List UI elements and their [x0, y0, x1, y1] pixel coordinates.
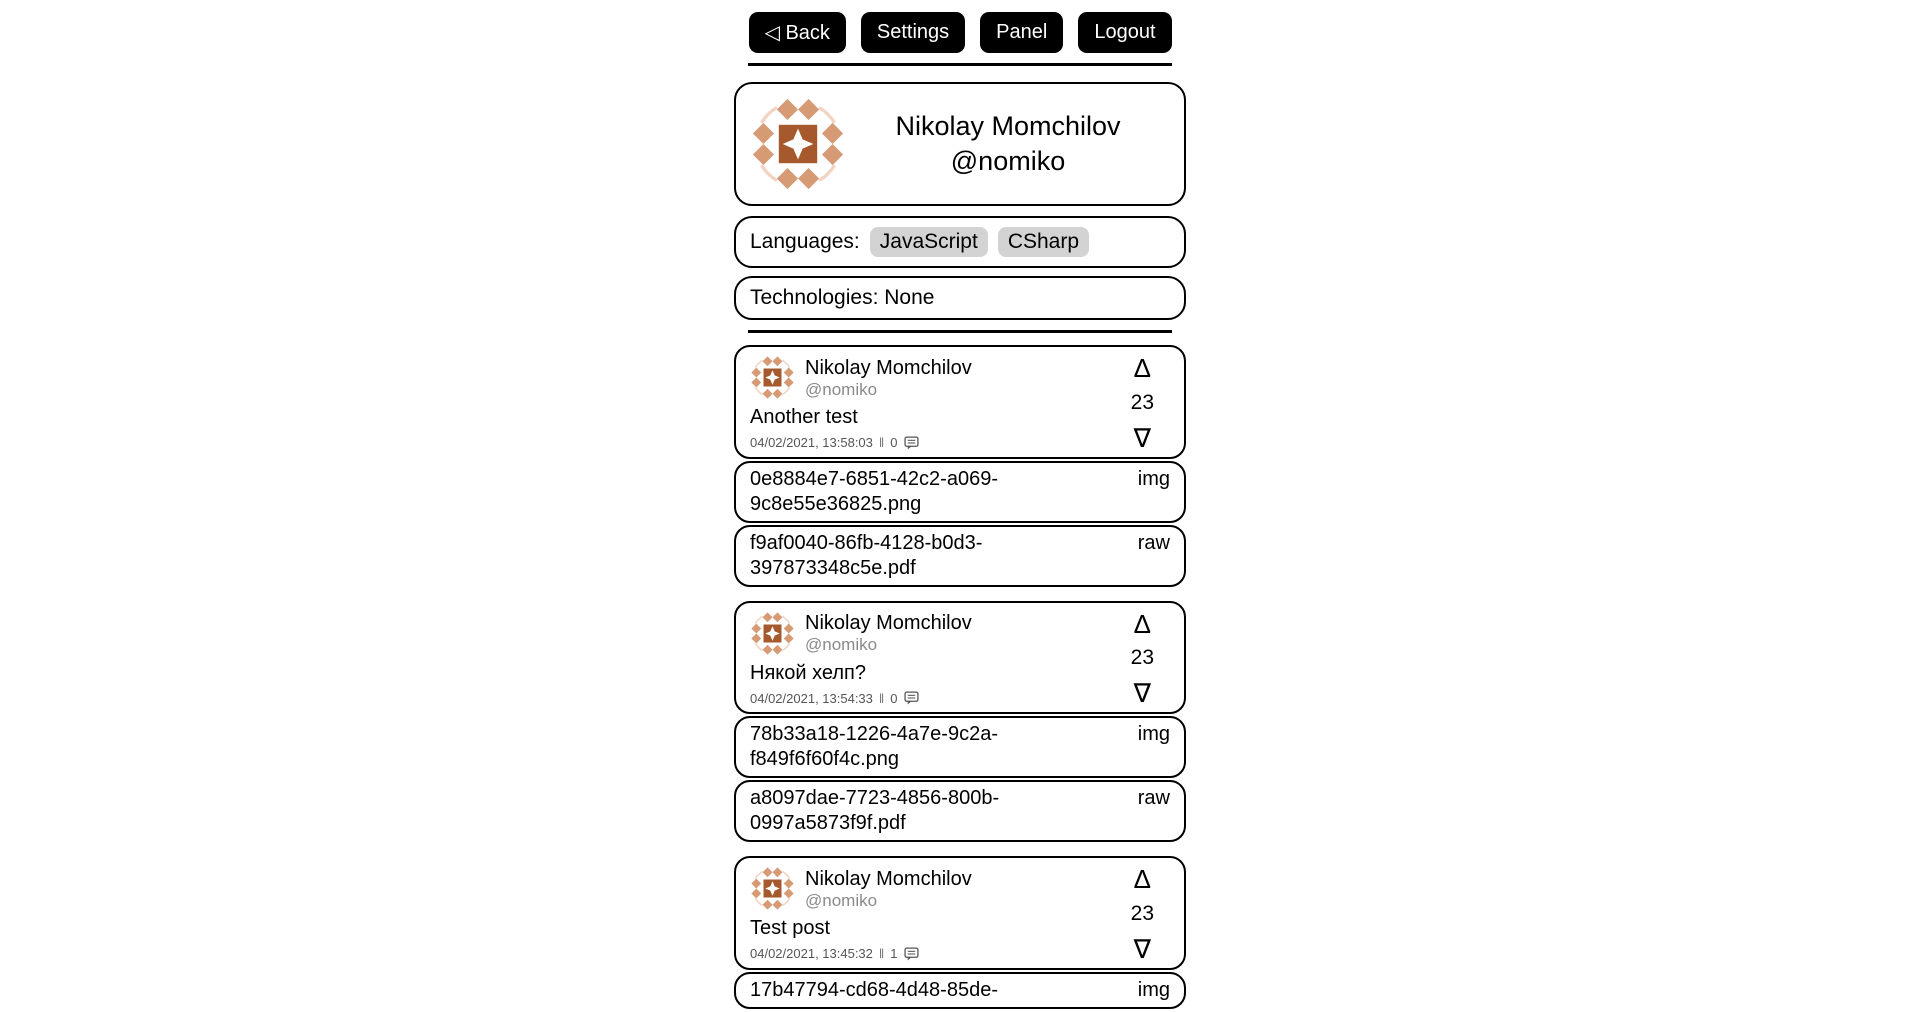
post-avatar-icon — [750, 611, 795, 656]
post — [734, 345, 1186, 587]
post-card[interactable] — [734, 345, 1186, 459]
profile-avatar-icon — [750, 96, 846, 192]
attachments — [734, 461, 1186, 587]
top-divider — [748, 63, 1172, 66]
post-author: Nikolay Momchilov — [805, 867, 972, 890]
post-avatar-icon — [750, 355, 795, 400]
vote-column — [1131, 866, 1154, 962]
upvote-button[interactable]: Δ — [1133, 353, 1151, 383]
comment-count: 0 — [890, 690, 898, 706]
post — [734, 601, 1186, 843]
attachments — [734, 972, 1186, 1009]
post-timestamp: 04/02/2021, 13:58:03 — [750, 435, 873, 450]
comments-icon — [904, 691, 919, 705]
main-column — [734, 0, 1186, 1009]
technologies-label: Technologies: — [750, 286, 879, 309]
post-timestamp: 04/02/2021, 13:45:32 — [750, 946, 873, 962]
language-badge-javascript: JavaScript — [870, 227, 988, 257]
posts-list — [734, 345, 1186, 1009]
attachment-type: img — [1137, 978, 1170, 1001]
technologies-card — [734, 276, 1186, 320]
meta-separator: ‖ — [878, 690, 885, 706]
upvote-button[interactable]: Δ — [1133, 864, 1151, 895]
post-card[interactable] — [734, 601, 1186, 715]
attachment-filename: a8097dae-7723-4856-800b-0997a5873f9f.pdf — [750, 787, 1000, 835]
comments-icon — [904, 947, 919, 961]
post-meta — [750, 691, 1170, 707]
attachment-type: raw — [1137, 787, 1170, 810]
comment-count: 1 — [890, 946, 898, 962]
attachment-type: img — [1137, 467, 1170, 490]
comments-icon — [904, 436, 919, 450]
attachment-filename: 17b47794-cd68-4d48-85de- — [750, 978, 998, 1001]
attachment-row[interactable] — [734, 972, 1186, 1009]
attachment-type: img — [1137, 723, 1170, 746]
meta-separator: ‖ — [878, 435, 885, 450]
attachment-row[interactable] — [734, 780, 1186, 842]
upvote-button[interactable]: Δ — [1133, 608, 1151, 639]
attachment-row[interactable] — [734, 461, 1186, 523]
post-handle: @nomiko — [805, 635, 878, 655]
vote-count: 23 — [1130, 901, 1154, 925]
post — [734, 856, 1186, 1009]
back-button[interactable]: ◁ Back — [749, 12, 846, 53]
post-handle: @nomiko — [805, 379, 878, 399]
post-avatar-icon — [750, 866, 795, 911]
profile-names — [846, 109, 1170, 179]
profile-handle: @nomiko — [950, 146, 1066, 176]
language-badge-csharp: CSharp — [998, 227, 1089, 257]
post-meta — [750, 946, 1170, 962]
meta-separator: ‖ — [878, 946, 885, 962]
panel-button[interactable]: Panel — [980, 12, 1063, 53]
comment-count: 0 — [890, 435, 898, 450]
attachment-filename: 0e8884e7-6851-42c2-a069-9c8e55e36825.png — [750, 467, 998, 515]
post-title: Някой хелп? — [750, 661, 866, 684]
post-user — [750, 866, 1170, 911]
languages-label: Languages: — [750, 230, 860, 253]
post-user — [750, 608, 1170, 656]
post-author: Nikolay Momchilov — [805, 612, 972, 635]
post-title: Another test — [750, 406, 858, 428]
attachment-row[interactable] — [734, 525, 1186, 587]
downvote-button[interactable]: ∇ — [1133, 933, 1152, 964]
downvote-button[interactable]: ∇ — [1133, 678, 1152, 709]
post-timestamp: 04/02/2021, 13:54:33 — [750, 690, 873, 706]
downvote-button[interactable]: ∇ — [1133, 422, 1152, 453]
attachment-filename: 78b33a18-1226-4a7e-9c2a-f849f6f60f4c.png — [750, 723, 998, 771]
languages-card — [734, 216, 1186, 268]
posts-divider — [748, 330, 1172, 333]
vote-count: 23 — [1130, 646, 1154, 670]
vote-column — [1130, 608, 1154, 709]
post-title: Test post — [750, 917, 831, 940]
post-user — [750, 355, 1170, 400]
post-meta — [750, 435, 1170, 451]
attachment-row[interactable] — [734, 716, 1186, 778]
toolbar — [734, 12, 1186, 53]
post-handle: @nomiko — [805, 890, 878, 910]
logout-button[interactable]: Logout — [1078, 12, 1171, 53]
technologies-value: None — [884, 286, 935, 309]
settings-button[interactable]: Settings — [861, 12, 965, 53]
post-author: Nikolay Momchilov — [805, 356, 972, 379]
vote-column — [1131, 355, 1154, 451]
attachment-type: raw — [1137, 531, 1170, 554]
attachment-filename: f9af0040-86fb-4128-b0d3-397873348c5e.pdf — [750, 531, 983, 579]
post-card[interactable] — [734, 856, 1186, 970]
attachments — [734, 716, 1186, 842]
profile-card — [734, 82, 1186, 206]
profile-name: Nikolay Momchilov — [895, 110, 1121, 141]
vote-count: 23 — [1130, 390, 1154, 414]
